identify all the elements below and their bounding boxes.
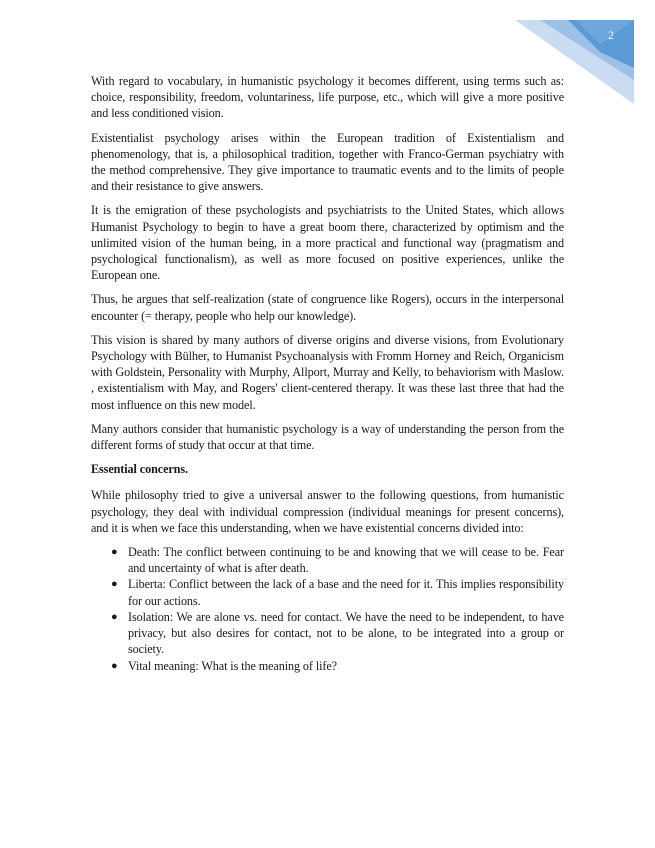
paragraph: With regard to vocabulary, in humanistic psychology it becomes different, using terms such as: choice, responsibility, freedom, voluntariness, life purpose, etc., which will give a more positive and less conditioned vision. bbox=[91, 74, 564, 121]
list-item bbox=[91, 544, 564, 576]
paragraph: Many authors consider that humanistic psychology is a way of understanding the person from the different forms of study that occur at that time. bbox=[91, 421, 564, 453]
bullet-icon: ● bbox=[111, 610, 118, 623]
list-item bbox=[91, 609, 564, 658]
bullet-icon: ● bbox=[111, 546, 118, 559]
list-item bbox=[91, 658, 564, 674]
paragraph: It is the emigration of these psychologists and psychiatrists to the United States, which allows Humanist Psychology to begin to have a great boom there, characterized by optimism and the unlimited vision of the human being, in a more practical and functional way (pragmatism and psychological functionalism), as well as more focused on positive experiences, unlike the European one. bbox=[91, 203, 564, 283]
page-number: 2 bbox=[608, 28, 614, 42]
section-heading: Essential concerns. bbox=[91, 462, 188, 477]
list-item-text: Death: The conflict between continuing to be and knowing that we will cease to be. Fear and uncertainty of what is after death. bbox=[128, 545, 564, 576]
list-item-text: Liberta: Conflict between the lack of a base and the need for it. This implies responsibility for our actions. bbox=[128, 577, 564, 608]
list-item bbox=[91, 576, 564, 608]
paragraph: Existentialist psychology arises within the European tradition of Existentialism and phenomenology, that is, a philosophical tradition, together with Franco-German psychiatry with the method comprehensive. They give importance to traumatic events and to the limits of people and their resistance to give answers. bbox=[91, 130, 564, 194]
paragraph: This vision is shared by many authors of diverse origins and diverse visions, from Evolutionary Psychology with Bülher, to Humanist Psychoanalysis with Fromm Horney and Reich, Organicism with Goldstein, Personality with Murphy, Allport, Murray and Kelly, to behaviorism with Maslow. , existentialism with May, and Rogers' client-centered therapy. It was these last three that had the most influence on this new model. bbox=[91, 332, 564, 412]
bullet-icon: ● bbox=[111, 578, 118, 591]
bullet-icon: ● bbox=[111, 659, 118, 672]
concerns-list bbox=[91, 544, 564, 674]
paragraph: Thus, he argues that self-realization (state of congruence like Rogers), occurs in the interpersonal encounter (= therapy, people who help our knowledge). bbox=[91, 292, 564, 323]
list-item-text: Vital meaning: What is the meaning of life? bbox=[128, 658, 337, 673]
section-intro: While philosophy tried to give a universal answer to the following questions, from humanistic psychology, they deal with individual compression (individual meanings for present concerns), and it is when we face this understanding, when we have existential concerns divided into: bbox=[91, 488, 564, 535]
list-item-text: Isolation: We are alone vs. need for contact. We have the need to be independent, to have privacy, but also desires for contact, not to be alone, to be integrated into a group or society. bbox=[128, 609, 564, 657]
document-body bbox=[91, 73, 564, 674]
